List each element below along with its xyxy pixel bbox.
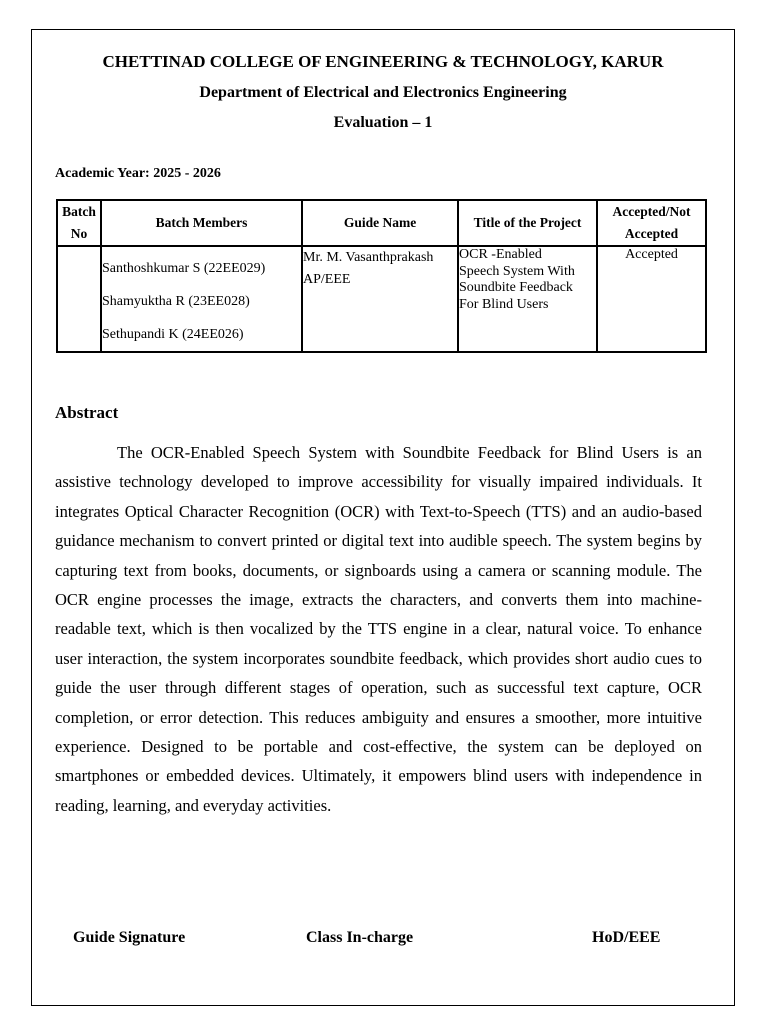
header-batch-no-line2: No — [70, 226, 88, 241]
header-batch-no — [57, 200, 101, 246]
abstract-heading: Abstract — [55, 403, 119, 422]
header-guide-name: Guide Name — [302, 200, 458, 246]
header-batch-members: Batch Members — [101, 200, 302, 246]
project-title-line: For Blind Users — [459, 296, 549, 312]
header-status-line1: Accepted/Not — [612, 204, 691, 219]
project-title-line: Speech System With — [459, 263, 575, 279]
table-row — [57, 246, 706, 352]
guide-name: Mr. M. Vasanthprakash — [303, 250, 434, 265]
hod-label: HoD/EEE — [592, 929, 661, 946]
guide-designation: AP/EEE — [303, 272, 351, 287]
cell-status: Accepted — [597, 246, 706, 352]
header-batch-no-line1: Batch — [62, 204, 96, 219]
member-item: Santhoshkumar S (22EE029) — [102, 261, 266, 276]
header-project-title: Title of the Project — [458, 200, 597, 246]
cell-guide-name — [302, 246, 458, 352]
member-item: Sethupandi K (24EE026) — [102, 327, 244, 342]
member-item: Shamyuktha R (23EE028) — [102, 294, 250, 309]
header-status-line2: Accepted — [624, 226, 679, 241]
college-name: CHETTINAD COLLEGE OF ENGINEERING & TECHNOLOGY, KARUR — [102, 52, 664, 71]
guide-signature-label: Guide Signature — [73, 929, 186, 946]
academic-year: Academic Year: 2025 - 2026 — [55, 166, 221, 181]
cell-batch-members — [101, 246, 302, 352]
table-header-row — [57, 200, 706, 246]
cell-batch-no — [57, 246, 101, 352]
evaluation-title: Evaluation – 1 — [333, 114, 433, 131]
batch-table — [56, 199, 707, 353]
abstract-body: The OCR-Enabled Speech System with Soundbite Feedback for Blind Users is an assistive technology developed to improve accessibility for visually impaired individuals. It integrates Optical Character Recognition (OCR) with Text-to-Speech (TTS) and an audio-based guidance mechanism to convert printed or digital text into audible speech. The system begins by capturing text from books, documents, or signboards using a camera or scanning module. The OCR engine processes the image, extracts the characters, and converts them into machine-readable text, which is then vocalized by the TTS engine in a clear, natural voice. To enhance user interaction, the system incorporates soundbite feedback, which provides short audio cues to guide the user through different stages of operation, such as successful text capture, OCR completion, or error detection. This reduces ambiguity and ensures a smoother, more intuitive experience. Designed to be portable and cost-effective, the system can be deployed on smartphones or embedded devices. Ultimately, it empowers blind users with independence in reading, learning, and everyday activities. — [55, 443, 702, 815]
class-incharge-label: Class In-charge — [306, 929, 414, 946]
department-name: Department of Electrical and Electronics Engineering — [199, 84, 567, 101]
cell-project-title — [458, 246, 597, 352]
header-status — [597, 200, 706, 246]
project-title-line: Soundbite Feedback — [459, 280, 573, 295]
project-title-line: OCR -Enabled — [459, 247, 542, 262]
